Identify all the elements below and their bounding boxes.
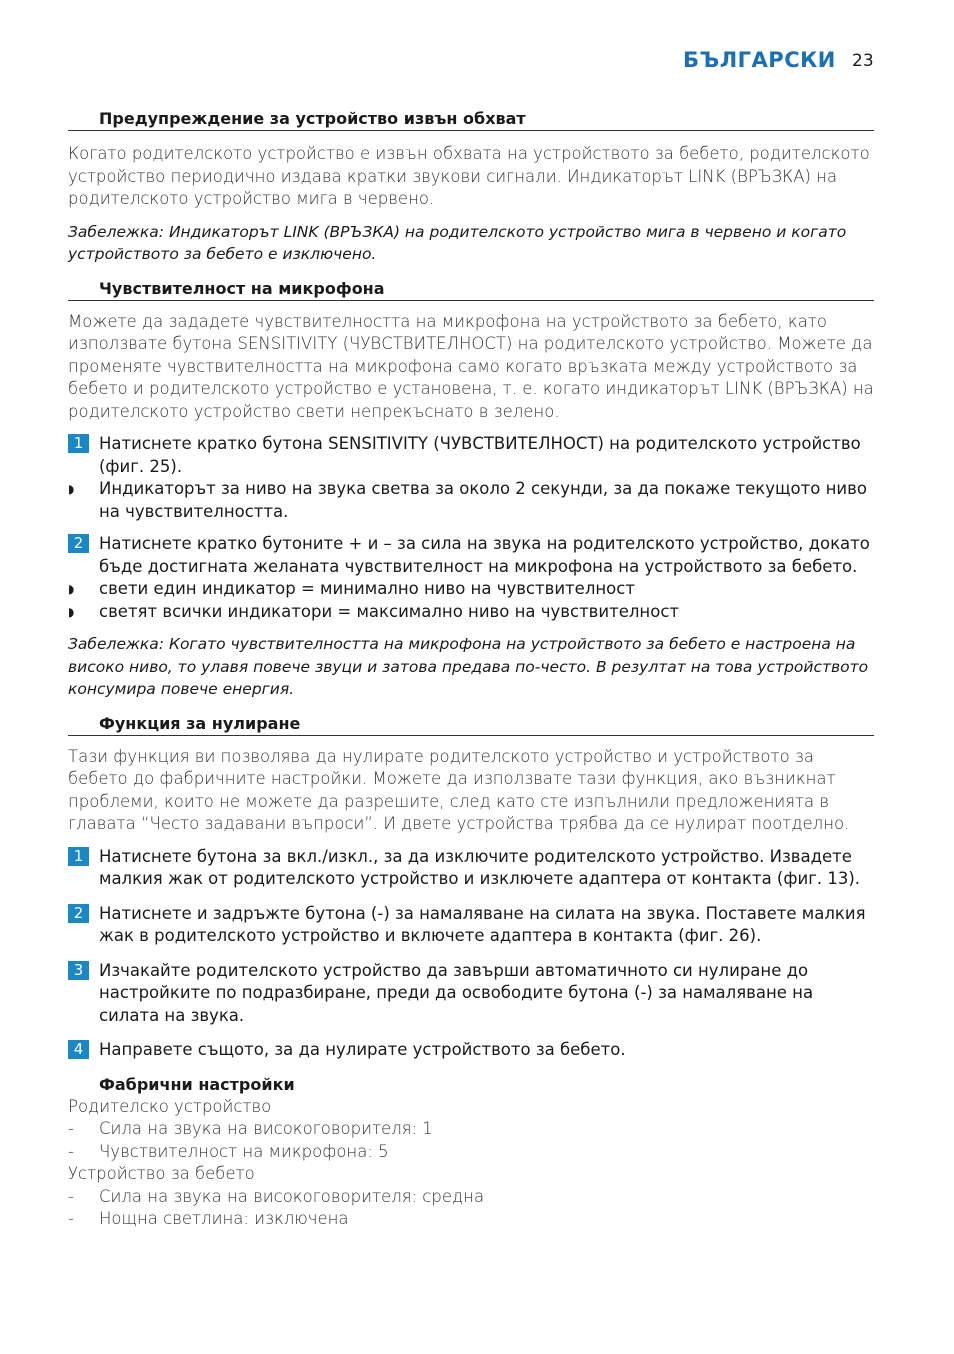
list-item-text: Сила на звука на високоговорителя: 1: [99, 1119, 433, 1138]
step-number-badge: 2: [68, 904, 89, 923]
mic-sensitivity-note: Забележка: Когато чувствителността на микрофона на устройството за бебето е настроена на високо ниво, то улавя повече звуци и затова предава по-често. В резултат на това устройството консумира повече енергия.: [68, 635, 869, 698]
result-arrow-icon: ◗: [68, 482, 75, 496]
step-text: Направете същото, за да нулирате устройството за бебето.: [99, 1040, 626, 1059]
section-heading-reset: Функция за нулиране: [68, 713, 874, 736]
step-number-badge: 4: [68, 1040, 89, 1059]
list-item-text: Сила на звука на високоговорителя: средна: [99, 1186, 485, 1206]
reset-step-4: [68, 1039, 874, 1062]
step-text: Натиснете бутона за вкл./изкл., за да изключите родителското устройство. Извадете малкия жак от родителското устройство и изключете адаптера от контакта (фиг. 13).: [99, 846, 861, 888]
step-number-badge: 1: [68, 847, 89, 866]
mic-step-1: [68, 433, 874, 478]
mic-step-1-result: [68, 478, 874, 523]
bullet-text: свети един индикатор = минимално ниво на чувствителност: [99, 579, 635, 598]
factory-parent-item-2: [68, 1141, 874, 1164]
step-text: Натиснете кратко бутона SENSITIVITY (ЧУВСТВИТЕЛНОСТ) на родителското устройство (фиг. 25).: [99, 434, 861, 476]
factory-baby-item-2: [68, 1208, 874, 1231]
section-heading-factory: Фабрични настройки: [99, 1074, 295, 1094]
factory-baby-label: Устройство за бебето: [68, 1164, 255, 1183]
reset-body: Тази функция ви позволява да нулирате родителското устройство и устройството за бебето до фабричните настройки. Можете да използвате тази функция, ако възникнат проблеми, които не можете да разрешите, след като сте изпълнили предложенията в главата “Често задавани въпроси”. И двете устройства трябва да се нулират поотделно.: [68, 746, 850, 833]
step-text: Изчакайте родителското устройство да завърши автоматичното си нулиране до настройките по подразбиране, преди да освободите бутона (-) за намаляване на силата на звука.: [99, 960, 814, 1025]
page-number: 23: [852, 51, 874, 71]
out-of-range-body: Когато родителското устройство е извън обхвата на устройството за бебето, родителското устройство периодично издава кратки звукови сигнали. Индикаторът LINK (ВРЪЗКА) на родителското устройство мига в червено.: [68, 144, 870, 208]
result-text: Индикаторът за ниво на звука светва за около 2 секунди, за да покаже текущото ниво на чувствителността.: [99, 479, 867, 521]
reset-step-1: [68, 846, 874, 891]
step-number-badge: 1: [68, 434, 89, 453]
mic-bullet-2: [68, 601, 874, 624]
mic-bullet-1: [68, 578, 874, 601]
dash-bullet: -: [68, 1141, 74, 1161]
factory-baby-item-1: [68, 1186, 874, 1209]
page-content: [68, 108, 874, 1231]
list-item-text: Нощна светлина: изключена: [99, 1209, 349, 1228]
mic-step-2: [68, 533, 874, 578]
language-header: БЪЛГАРСКИ: [683, 48, 836, 72]
step-text: Натиснете и задръжте бутона (-) за намаляване на силата на звука. Поставете малкия жак в родителското устройство и включете адаптера в контакта (фиг. 26).: [99, 903, 866, 945]
section-heading-mic-sensitivity: Чувствителност на микрофона: [68, 278, 874, 301]
factory-parent-label: Родителско устройство: [68, 1096, 272, 1116]
reset-step-2: [68, 903, 874, 948]
out-of-range-note: Забележка: Индикаторът LINK (ВРЪЗКА) на родителското устройство мига в червено и когато устройството за бебето е изключено.: [68, 222, 847, 263]
dash-bullet: -: [68, 1209, 74, 1228]
step-number-badge: 3: [68, 961, 89, 980]
result-arrow-icon: ◗: [68, 604, 75, 619]
section-heading-out-of-range: Предупреждение за устройство извън обхват: [68, 108, 874, 131]
step-text: Натиснете кратко бутоните + и – за сила на звука на родителското устройство, докато бъде достигната желаната чувствителност на микрофона на устройството за бебето.: [99, 534, 870, 576]
list-item-text: Чувствителност на микрофона: 5: [99, 1141, 389, 1161]
step-number-badge: 2: [68, 534, 89, 553]
dash-bullet: -: [68, 1119, 74, 1138]
factory-parent-item-1: [68, 1118, 874, 1141]
dash-bullet: -: [68, 1186, 74, 1206]
bullet-text: светят всички индикатори = максимално ниво на чувствителност: [99, 601, 679, 621]
mic-sensitivity-body: Можете да зададете чувствителността на микрофона на устройството за бебето, като използвате бутона SENSITIVITY (ЧУВСТВИТЕЛНОСТ) на родителското устройство. Можете да променяте чувствителността на микрофона само когато връзката между устройството за бебето и родителското устройство е установена, т. е. когато индикаторът LINK (ВРЪЗКА) на родителското устройство свети непрекъснато в зелено.: [68, 311, 874, 421]
reset-step-3: [68, 960, 874, 1028]
result-arrow-icon: ◗: [68, 582, 75, 596]
